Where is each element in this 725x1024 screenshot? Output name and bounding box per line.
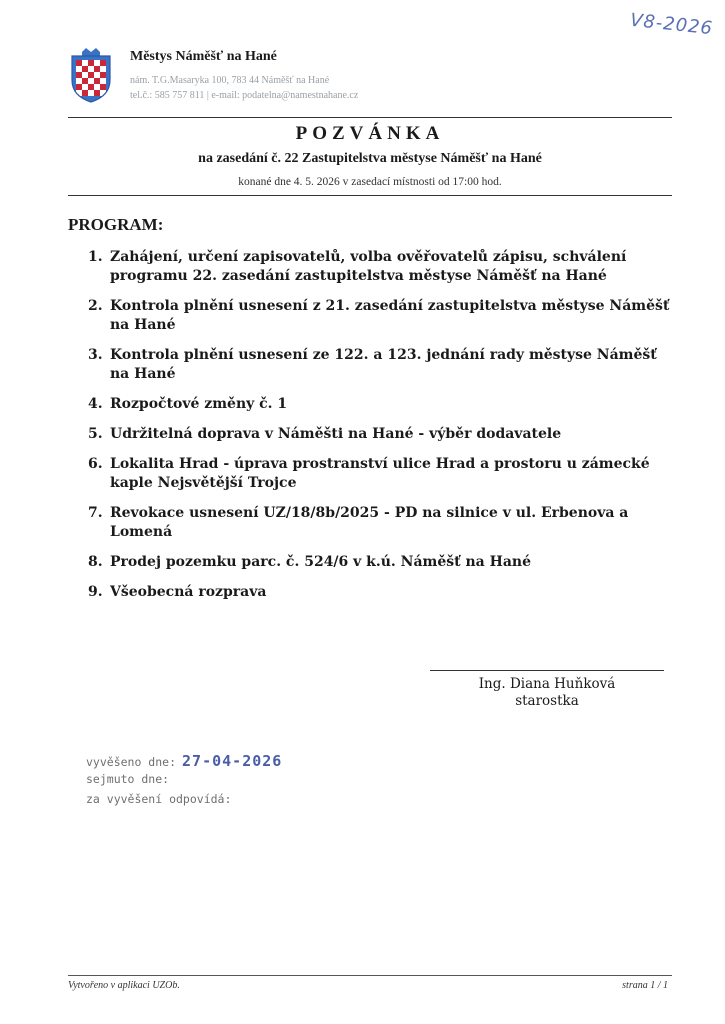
agenda-item-text: Prodej pozemku parc. č. 524/6 v k.ú. Náměšť na Hané: [110, 554, 531, 570]
organization-name: Městys Náměšť na Hané: [130, 49, 277, 64]
agenda-item-text: Revokace usnesení UZ/18/8b/2025 - PD na silnice v ul. Erbenova a Lomená: [110, 505, 629, 540]
agenda-item-number: 5.: [88, 426, 103, 442]
agenda-item: [88, 425, 678, 444]
agenda-item-text: Všeobecná rozprava: [110, 584, 267, 600]
meeting-subtitle: na zasedání č. 22 Zastupitelstva městyse Náměšť na Hané: [198, 151, 542, 166]
signatory-role: starostka: [515, 693, 579, 709]
title-divider: [68, 195, 672, 196]
agenda-list: [88, 248, 678, 613]
agenda-item: [88, 248, 678, 286]
removed-label: sejmuto dne:: [86, 772, 170, 786]
meeting-date-place: konané dne 4. 5. 2026 v zasedací místnosti od 17:00 hod.: [238, 176, 502, 188]
agenda-item: [88, 297, 678, 335]
agenda-item: [88, 583, 678, 602]
agenda-item: [88, 346, 678, 384]
footer-divider: [68, 975, 672, 976]
footer-app-note: Vytvořeno v aplikaci UZOb.: [68, 980, 180, 991]
signature-line: [430, 670, 664, 671]
agenda-item: [88, 504, 678, 542]
document-title: POZVÁNKA: [295, 123, 445, 144]
agenda-item-number: 1.: [88, 249, 103, 265]
responsible-label: za vyvěšení odpovídá:: [86, 792, 232, 806]
agenda-item-number: 6.: [88, 456, 103, 472]
page-number: strana 1 / 1: [622, 980, 668, 991]
handwritten-note: V8-2026: [629, 9, 714, 40]
signatory-name: Ing. Diana Huňková: [478, 676, 616, 692]
agenda-item: [88, 553, 678, 572]
header-divider: [68, 117, 672, 118]
agenda-item: [88, 455, 678, 493]
agenda-item-number: 8.: [88, 554, 103, 570]
agenda-item-text: Kontrola plnění usnesení z 21. zasedání zastupitelstva městyse Náměšť na Hané: [110, 298, 670, 333]
agenda-item-number: 4.: [88, 396, 103, 412]
agenda-item-number: 7.: [88, 505, 103, 521]
municipal-crest-icon: [68, 46, 114, 104]
posting-stamp: [86, 752, 282, 812]
posted-label: vyvěšeno dne:: [86, 755, 177, 769]
agenda-item-text: Kontrola plnění usnesení ze 122. a 123. jednání rady městyse Náměšť na Hané: [110, 347, 657, 382]
agenda-item-text: Lokalita Hrad - úprava prostranství ulice Hrad a prostoru u zámecké kaple Nejsvětější Trojce: [110, 456, 650, 491]
agenda-item-text: Udržitelná doprava v Náměšti na Hané - výběr dodavatele: [110, 426, 562, 442]
agenda-item: [88, 395, 678, 414]
posted-date: 27-04-2026: [182, 752, 283, 770]
program-heading: PROGRAM:: [68, 215, 164, 234]
agenda-item-number: 2.: [88, 298, 103, 314]
agenda-item-number: 3.: [88, 347, 103, 363]
agenda-item-number: 9.: [88, 584, 103, 600]
organization-contact: tel.č.: 585 757 811 | e-mail: podatelna@namestnahane.cz: [130, 90, 359, 101]
agenda-item-text: Rozpočtové změny č. 1: [110, 396, 288, 412]
organization-address: nám. T.G.Masaryka 100, 783 44 Náměšť na Hané: [130, 75, 330, 86]
agenda-item-text: Zahájení, určení zapisovatelů, volba ověřovatelů zápisu, schválení programu 22. zasedání zastupitelstva městyse Náměšť na Hané: [110, 249, 627, 284]
